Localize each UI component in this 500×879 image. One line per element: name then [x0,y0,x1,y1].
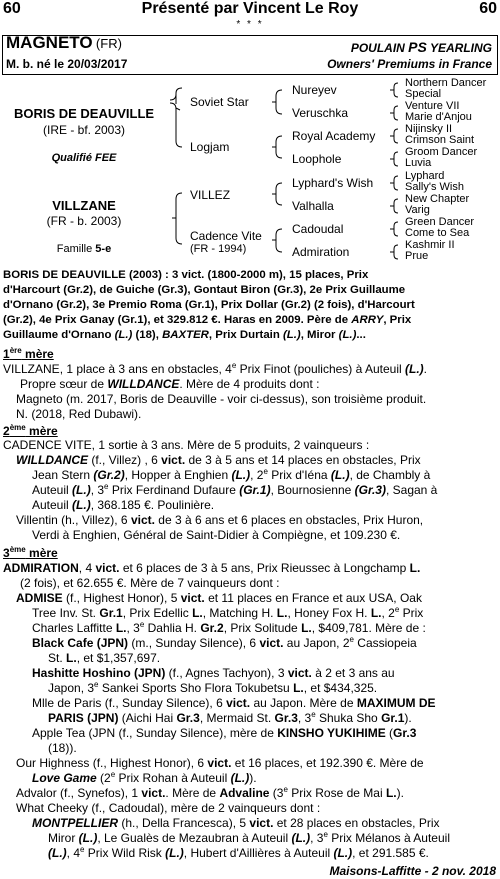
sire-origin: (IRE - bf. 2003) [42,123,126,137]
g3-5: Lyphard Sally's Wish [405,170,464,193]
category-prefix: POULAIN [350,41,405,55]
section-first-dam: 1ère mère [3,346,54,361]
first-dam-line: Propre sœur de WILLDANCE. Mère de 4 produits dont : [20,377,320,391]
sire-text-line: d'Harcourt (Gr.2), de Guiche (Gr.3), Gontaut Biron (Gr.3), 2e Prix Guillaume [3,284,406,296]
g1-dam-sire: VILLEZ [190,188,231,202]
footer-sale-info: Maisons-Laffitte - 2 nov. 2018 [329,864,496,878]
g2-3: Royal Academy [292,129,376,143]
g1-dam-dam-origin: (FR - 1994) [190,243,247,255]
produce-line: Verdi à Enghien, Général de Saint-Didier à Compiègne, et 109.230 €. [32,528,401,542]
dam-family-prefix: Famille [56,243,93,255]
g2-1: Nureyev [292,83,337,97]
horse-origin: (FR) [95,36,122,51]
produce-line: Apple Tea (JPN (f., Sunday Silence), mère de KINSHO YUKIHIME (Gr.3 [32,726,417,740]
produce-line: (L.), 4e Prix Wild Risk (L.), Hubert d'Aillières à Auteuil (L.), et 291.585 €. [48,845,429,860]
first-dam-line: VILLZANE, 1 place à 3 ans en obstacles, 4e Prix Finot (pouliches) à Auteuil (L.). [3,361,428,376]
produce-line: Mlle de Paris (f., Sunday Silence), 6 vict. au Japon. Mère de MAXIMUM DE [32,696,436,710]
sire-qualification: Qualifié FEE [51,152,117,164]
g2-6: Valhalla [292,199,334,213]
owners-premiums: Owners' Premiums in France [327,57,492,71]
g1-sire-dam: Logjam [190,140,230,154]
g2-5: Lyphard's Wish [292,176,374,190]
g1-dam-dam: Cadence Vite [190,229,262,243]
sire-text-line: BORIS DE DEAUVILLE (2003) : 3 vict. (1800-2000 m), 15 places, Prix [3,269,369,281]
dam-family-value: 5-e [95,243,112,255]
g2-4: Loophole [292,152,342,166]
g3-7: Green Dancer Come to Sea [405,216,475,239]
produce-line: Charles Laffitte L., 3e Dahlia H. Gr.2, Prix Solitude L., $409,781. Mère de : [32,620,426,635]
produce-line: Villentin (h., Villez), 6 vict. de 3 à 6 ans et 6 places en obstacles, Prix Huron, [16,513,424,527]
title-stars: * * * [236,19,264,30]
page-title: Présenté par Vincent Le Roy [141,0,359,17]
produce-line: (18)). [48,741,77,755]
g3-1: Northern Dancer Special [405,77,487,100]
g2-8: Admiration [292,245,350,259]
produce-line: Magneto (m. 2017, Boris de Deauville - voir ci-dessus), son troisième produit. [16,392,427,406]
sire-text-line: Guillaume d'Ornano (L.) (18), BAXTER, Prix Durtain (L.), Miror (L.)... [3,329,366,341]
section-second-dam: 2ème mère [3,423,58,438]
produce-line: Hashitte Hoshino (JPN) (f., Agnes Tachyon), 3 vict. à 2 et 3 ans au [32,666,395,680]
produce-line: Auteuil (L.), 368.185 €. Poulinière. [32,498,215,512]
page-number-left: 60 [3,0,21,17]
sire-text-line: d'Ornano (Gr.2), 3e Premio Roma (Gr.1), Prix Dollar (Gr.2) (2 fois), d'Harcourt [3,299,415,311]
g3-2: Venture VII Marie d'Anjou [405,100,472,123]
g3-4: Groom Dancer Luvia [405,146,478,169]
g2-2: Veruschka [292,106,349,120]
produce-line: ADMISE (f., Highest Honor), 5 vict. et 11 places en France et aux USA, Oak [16,591,422,605]
dam-name: VILLZANE [52,198,116,213]
horse-born: M. b. né le 20/03/2017 [6,57,128,71]
category-ps: PS [408,39,427,55]
produce-line: Miror (L.), Le Gualès de Mezaubran à Auteuil (L.), 3e Prix Mélanos à Auteuil [48,830,450,845]
g3-8: Kashmir II Prue [405,239,455,262]
sire-text-line: (Gr.2), 4e Prix Ganay (Gr.1), et 329.812 €. Haras en 2009. Père de ARRY, Prix [3,314,412,326]
produce-line: What Cheeky (f., Cadoudal), mère de 2 vainqueurs dont : [16,801,321,815]
produce-line: Tree Inv. St. Gr.1, Prix Edellic L., Matching H. L., Honey Fox H. L., 2e Prix [32,605,424,620]
produce-line: St. L., et $1,357,697. [48,651,161,665]
produce-line: WILLDANCE (f., Villez) , 6 vict. de 3 à 5 ans et 14 places en obstacles, Prix [16,453,421,467]
produce-line: Black Cafe (JPN) (m., Sunday Silence), 6 vict. au Japon, 2e Cassiopeia [32,635,417,650]
produce-line: N. (2018, Red Dubawi). [16,407,142,421]
g3-6: New Chapter Varig [405,193,470,216]
produce-line: Our Highness (f., Highest Honor), 6 vict. et 16 places, et 192.390 €. Mère de [16,756,424,770]
g3-3: Nijinsky II Crimson Saint [405,123,475,146]
produce-line: MONTPELLIER (h., Della Francesca), 5 vict. et 28 places en obstacles, Prix [32,816,440,830]
g1-sire-sire: Soviet Star [190,95,249,109]
horse-name: MAGNETO [6,33,93,52]
sire-name: BORIS DE DEAUVILLE [13,106,155,121]
produce-line: Advalor (f., Synefos), 1 vict.. Mère de Advaline (3e Prix Rose de Mai L.). [16,785,404,800]
produce-line: Love Game (2e Prix Rohan à Auteuil (L.)). [32,770,257,785]
g2-7: Cadoudal [292,222,344,236]
second-dam-line: CADENCE VITE, 1 sortie à 3 ans. Mère de 5 produits, 2 vainqueurs : [3,438,370,452]
produce-line: Jean Stern (Gr.2), Hopper à Enghien (L.), 2e Prix d'Iéna (L.), de Chambly à [32,467,431,482]
produce-line: Auteuil (L.), 3e Prix Ferdinand Dufaure (Gr.1), Bournosienne (Gr.3), Sagan à [32,482,438,497]
produce-line: PARIS (JPN) (Aichi Hai Gr.3, Mermaid St. Gr.3, 3e Shuka Sho Gr.1). [48,710,412,725]
category-suffix: YEARLING [429,41,492,55]
dam-origin: (FR - b. 2003) [46,214,122,228]
third-dam-line: ADMIRATION, 4 vict. et 6 places de 3 à 5 ans, Prix Rieussec à Longchamp L. [3,561,421,575]
section-third-dam: 3ème mère [3,545,58,560]
dam-family [0,242,168,257]
produce-line: Japon, 3e Sankei Sports Sho Flora Tokubetsu L., et $434,325. [48,680,378,695]
third-dam-line: (2 fois), et 62.655 €. Mère de 7 vainqueurs dont : [20,576,280,590]
page-number-right: 60 [479,0,497,17]
